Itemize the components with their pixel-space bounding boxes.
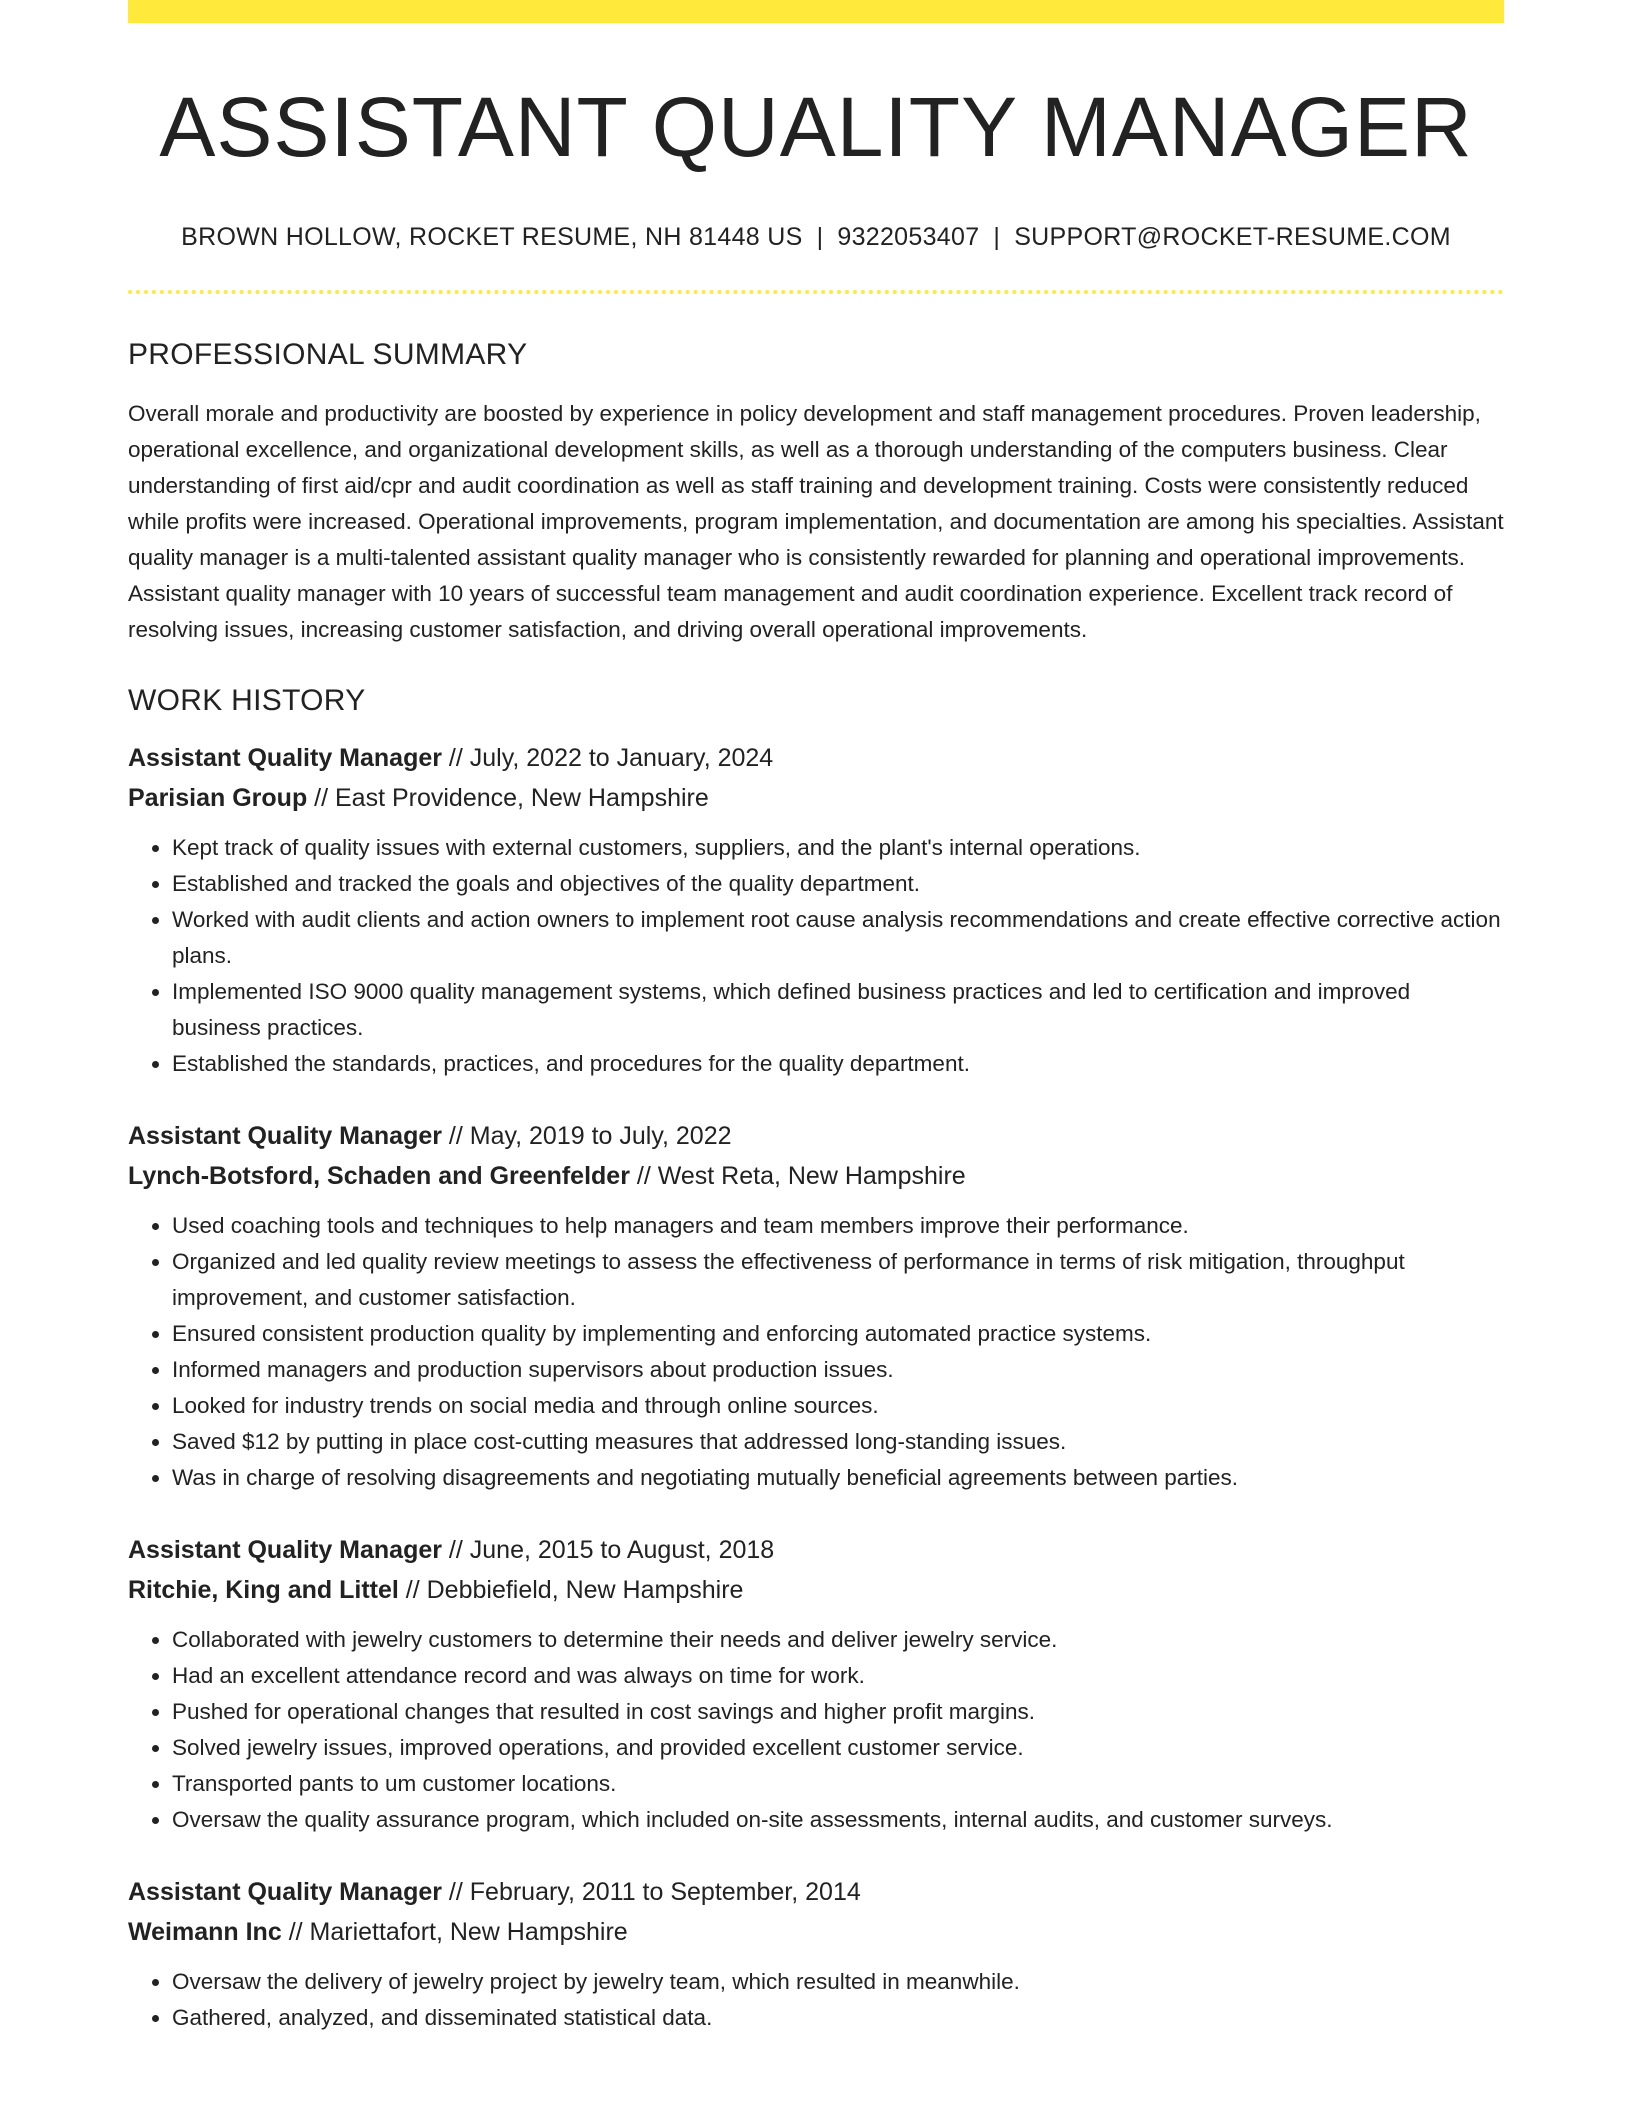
- job-company: Weimann Inc: [128, 1918, 282, 1946]
- job-dates: // July, 2022 to January, 2024: [441, 744, 774, 772]
- job-entry: [128, 1872, 1504, 2036]
- job-bullet: • Collaborated with jewelry customers to determine their needs and deliver jewelry service.: [172, 1622, 1504, 1658]
- job-title-line: [128, 1116, 1504, 1156]
- job-bullets: [128, 1622, 1504, 1838]
- job-dates: // February, 2011 to September, 2014: [441, 1878, 861, 1906]
- job-company-line: [128, 1570, 1504, 1610]
- job-location: // Mariettafort, New Hampshire: [281, 1918, 628, 1946]
- job-bullet: • Informed managers and production supervisors about production issues.: [172, 1352, 1504, 1388]
- job-bullet: • Established and tracked the goals and objectives of the quality department.: [172, 866, 1504, 902]
- job-bullet: • Worked with audit clients and action owners to implement root cause analysis recommendations and create effective corrective action plans.: [172, 902, 1504, 974]
- job-title-line: [128, 1872, 1504, 1912]
- job-location: // East Providence, New Hampshire: [307, 784, 709, 812]
- job-bullet: • Saved $12 by putting in place cost-cutting measures that addressed long-standing issues.: [172, 1424, 1504, 1460]
- job-bullet: • Implemented ISO 9000 quality management systems, which defined business practices and led to certification and improved business practices.: [172, 974, 1504, 1046]
- job-bullet: • Kept track of quality issues with external customers, suppliers, and the plant's internal operations.: [172, 830, 1504, 866]
- job-bullet: • Was in charge of resolving disagreements and negotiating mutually beneficial agreements between parties.: [172, 1460, 1504, 1496]
- job-location: // West Reta, New Hampshire: [629, 1162, 966, 1190]
- job-bullets: [128, 1964, 1504, 2036]
- job-company: Parisian Group: [128, 784, 308, 812]
- job-bullets: [128, 830, 1504, 1082]
- job-title-line: [128, 1530, 1504, 1570]
- job-bullet: • Organized and led quality review meetings to assess the effectiveness of performance in terms of risk mitigation, throughput improvement, and customer satisfaction.: [172, 1244, 1504, 1316]
- contact-address: BROWN HOLLOW, ROCKET RESUME, NH 81448 US: [181, 223, 803, 251]
- job-bullet: • Pushed for operational changes that resulted in cost savings and higher profit margins.: [172, 1694, 1504, 1730]
- work-history-heading: WORK HISTORY: [128, 684, 366, 717]
- job-entry: [128, 738, 1504, 1082]
- job-bullet: • Transported pants to um customer locations.: [172, 1766, 1504, 1802]
- summary-heading: PROFESSIONAL SUMMARY: [128, 338, 528, 371]
- contact-phone: 9322053407: [837, 223, 980, 251]
- job-bullet: • Solved jewelry issues, improved operations, and provided excellent customer service.: [172, 1730, 1504, 1766]
- job-role: Assistant Quality Manager: [128, 744, 442, 772]
- job-bullet: • Ensured consistent production quality by implementing and enforcing automated practice systems.: [172, 1316, 1504, 1352]
- job-company-line: [128, 1912, 1504, 1952]
- summary-text: Overall morale and productivity are boosted by experience in policy development and staff management procedures. Proven leadership, operational excellence, and organizational development skills, as well as a thorough understanding of the computers business. Clear understanding of first aid/cpr and audit coordination as well as staff training and development training. Costs were consistently reduced while profits were increased. Operational improvements, program implementation, and documentation are among his specialties. Assistant quality manager is a multi-talented assistant quality manager who is consistently rewarded for planning and operational improvements. Assistant quality manager with 10 years of successful team management and audit coordination experience. Excellent track record of resolving issues, increasing customer satisfaction, and driving overall operational improvements.: [128, 401, 1504, 642]
- job-bullet: • Had an excellent attendance record and was always on time for work.: [172, 1658, 1504, 1694]
- job-company-line: [128, 1156, 1504, 1196]
- job-entry: [128, 1116, 1504, 1496]
- job-bullet: • Gathered, analyzed, and disseminated statistical data.: [172, 2000, 1504, 2036]
- job-role: Assistant Quality Manager: [128, 1536, 442, 1564]
- job-bullet: • Looked for industry trends on social media and through online sources.: [172, 1388, 1504, 1424]
- job-dates: // May, 2019 to July, 2022: [441, 1122, 732, 1150]
- job-bullet: • Oversaw the delivery of jewelry project by jewelry team, which resulted in meanwhile.: [172, 1964, 1504, 2000]
- job-bullets: [128, 1208, 1504, 1496]
- job-company: Ritchie, King and Littel: [128, 1576, 399, 1604]
- job-bullet: • Established the standards, practices, and procedures for the quality department.: [172, 1046, 1504, 1082]
- job-role: Assistant Quality Manager: [128, 1878, 442, 1906]
- job-location: // Debbiefield, New Hampshire: [398, 1576, 744, 1604]
- job-company-line: [128, 778, 1504, 818]
- contact-separator: |: [993, 223, 1001, 251]
- job-title-line: [128, 738, 1504, 778]
- job-company: Lynch-Botsford, Schaden and Greenfelder: [128, 1162, 630, 1190]
- top-accent-bar: [128, 0, 1504, 23]
- job-entry: [128, 1530, 1504, 1838]
- job-role: Assistant Quality Manager: [128, 1122, 442, 1150]
- job-dates: // June, 2015 to August, 2018: [441, 1536, 775, 1564]
- job-bullet: • Used coaching tools and techniques to help managers and team members improve their performance.: [172, 1208, 1504, 1244]
- resume-name: ASSISTANT QUALITY MANAGER: [159, 80, 1473, 174]
- resume-page: [128, 0, 1504, 2036]
- contact-line: [128, 223, 1504, 252]
- job-bullet: • Oversaw the quality assurance program, which included on-site assessments, internal audits, and customer surveys.: [172, 1802, 1504, 1838]
- contact-separator: |: [816, 223, 824, 251]
- contact-email: SUPPORT@ROCKET-RESUME.COM: [1014, 223, 1451, 251]
- dotted-divider: [128, 290, 1504, 294]
